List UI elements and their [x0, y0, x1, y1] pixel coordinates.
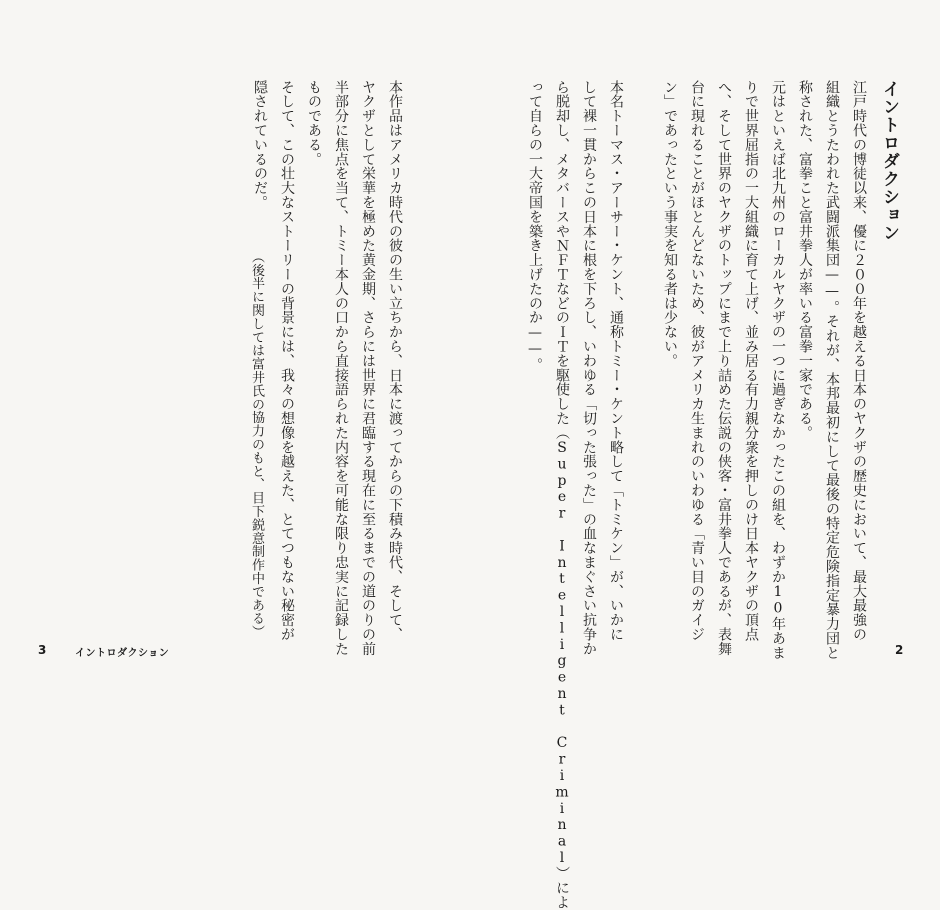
text-line: 称された、富拳こと富井拳人が率いる富拳一家である。 [797, 80, 813, 440]
text-line: りで世界屈指の一大組織に育て上げ、並み居る有力親分衆を押しのけ日本ヤクザの頂点 [743, 80, 759, 642]
text-line: って自らの一大帝国を築き上げたのか——。 [527, 80, 543, 372]
chapter-heading: イントロダクション [879, 80, 899, 242]
text-line: そして、この壮大なストーリーの背景には、我々の想像を越えた、とてつもない秘密が [279, 80, 295, 642]
text-line: 隠されているのだ。 [252, 80, 268, 210]
footnote: （後半に関しては富井氏の協力のもと、目下鋭意制作中である） [249, 250, 264, 639]
text-line: ら脱却し、メタバースやＮＦＴなどのＩＴを駆使した（Super Intelligent Criminal）によ [554, 80, 570, 910]
page-number-left: 3 [38, 643, 47, 657]
text-line: ン」であったという事実を知る者は少ない。 [662, 80, 678, 368]
text-line: 元はといえば北九州のローカルヤクザの一つに過ぎなかったこの組を、わずか10年あま [770, 80, 786, 660]
text-line: 本作品はアメリカ時代の彼の生い立ちから、日本に渡ってからの下積み時代、そして、 [387, 80, 403, 642]
body-text-upper [521, 80, 872, 910]
body-text-lower [246, 80, 408, 656]
text-line: ヤクザとして栄華を極めた黄金期、さらには世界に君臨する現在に至るまでの道のりの前 [360, 80, 376, 656]
text-line: 半部分に焦点を当て、トミー本人の口から直接語られた内容を可能な限り忠実に記録した [333, 80, 349, 656]
text-line: 本名トーマス・アーサー・ケント、通称トミー・ケント略して「トミケン」が、いかに [608, 80, 624, 642]
text-line: 台に現れることがほとんどないため、彼がアメリカ生まれのいわゆる「青い目のガイジ [689, 80, 705, 642]
page-number-right: 2 [895, 643, 904, 657]
text-line: へ、そして世界のヤクザのトップにまで上り詰めた伝説の侠客・富井拳人であるが、表舞 [716, 80, 732, 656]
text-line: して裸一貫からこの日本に根を下ろし、いわゆる「切った張った」の血なまぐさい抗争か [581, 80, 597, 656]
running-title: イントロダクション [75, 648, 170, 659]
text-line: 江戸時代の博徒以来、優に２００年を越える日本のヤクザの歴史において、最大最強の [851, 80, 867, 642]
text-line [629, 80, 656, 910]
text-line: ものである。 [306, 80, 322, 167]
text-line: 組織とうたわれた武闘派集団——。それが、本邦最初にして最後の特定危険指定暴力団と [824, 80, 840, 660]
